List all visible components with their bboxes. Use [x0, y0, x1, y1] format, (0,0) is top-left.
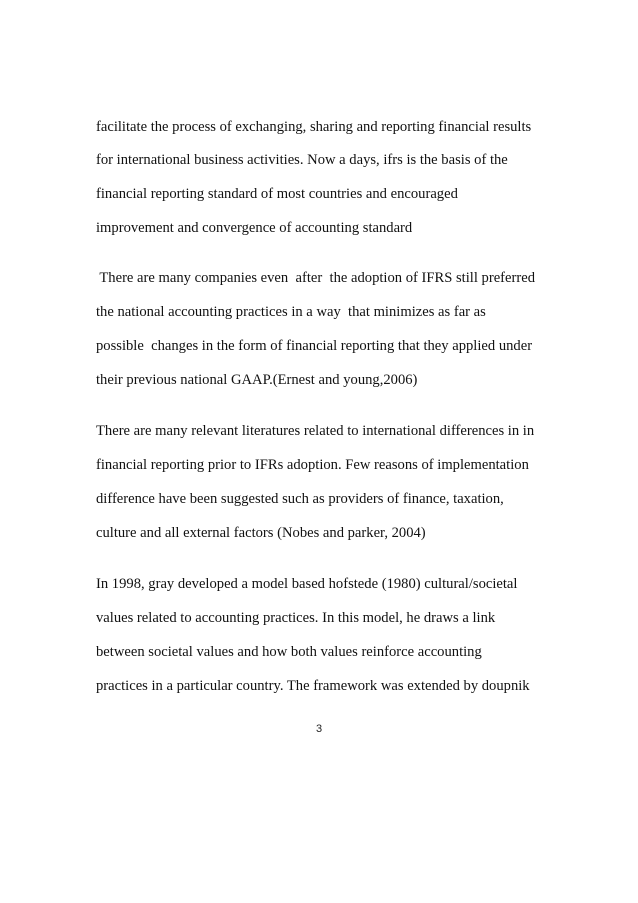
paragraph-3-line-2: financial reporting prior to IFRs adoption. Few reasons of implementation [96, 457, 529, 473]
paragraph-2-line-2: the national accounting practices in a way that minimizes as far as [96, 304, 486, 320]
paragraph-2-line-4: their previous national GAAP.(Ernest and young,2006) [96, 372, 418, 388]
paragraph-4-line-4: practices in a particular country. The framework was extended by doupnik [96, 678, 530, 694]
paragraph-2-line-1: There are many companies even after the adoption of IFRS still preferred [96, 270, 536, 286]
paragraph-3-line-4: culture and all external factors (Nobes and parker, 2004) [96, 525, 426, 541]
paragraph-1-line-2: for international business activities. Now a days, ifrs is the basis of the [96, 152, 508, 168]
paragraph-1-line-4: improvement and convergence of accounting standard [96, 220, 413, 236]
paragraph-4-line-3: between societal values and how both values reinforce accounting [96, 644, 482, 660]
paragraph-1-line-1: facilitate the process of exchanging, sharing and reporting financial results [96, 119, 532, 135]
paragraph-3-line-3: difference have been suggested such as providers of finance, taxation, [96, 491, 504, 507]
paragraph-1-line-3: financial reporting standard of most countries and encouraged [96, 186, 458, 202]
paragraph-3-line-1: There are many relevant literatures related to international differences in in [96, 423, 535, 439]
page-number: 3 [315, 723, 323, 735]
paragraph-4-line-2: values related to accounting practices. In this model, he draws a link [96, 610, 496, 626]
paragraph-2-line-3: possible changes in the form of financial reporting that they applied under [96, 338, 533, 354]
paragraph-4-line-1: In 1998, gray developed a model based hofstede (1980) cultural/societal [96, 576, 518, 592]
